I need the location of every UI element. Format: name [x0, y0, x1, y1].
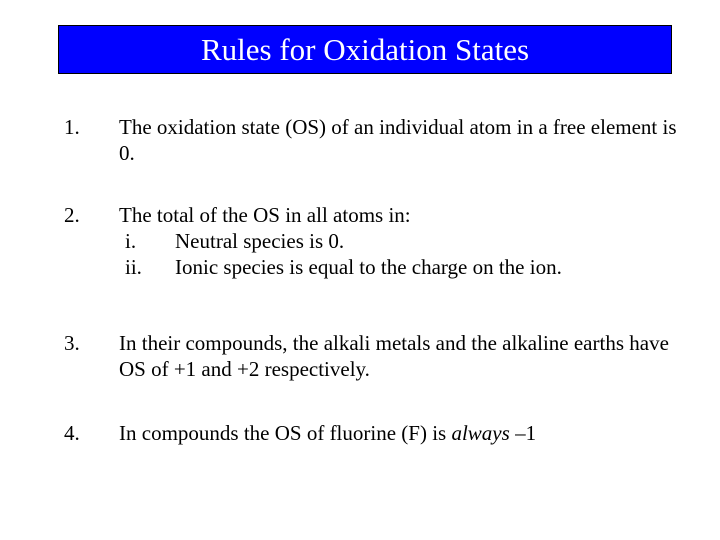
rule-number: 4. — [64, 421, 80, 445]
rule-number: 1. — [64, 115, 80, 139]
rule-number: 2. — [64, 203, 80, 227]
rule-text — [119, 420, 679, 446]
rule-number: 3. — [64, 331, 80, 355]
sub-numeral: ii. — [125, 255, 142, 279]
page-title: Rules for Oxidation States — [200, 31, 530, 67]
title-banner — [58, 25, 672, 74]
rule-body — [119, 202, 679, 280]
sub-item-ii — [119, 254, 679, 280]
rule-text: The total of the OS in all atoms in: — [119, 203, 411, 227]
rule-text: The oxidation state (OS) of an individual atom in a free element is 0. — [119, 115, 677, 165]
rule-text-before: In compounds the OS of fluorine (F) is — [119, 421, 452, 445]
rule-emphasis: always — [451, 421, 510, 445]
sub-item-i — [119, 228, 679, 254]
rule-text-after: –1 — [509, 421, 537, 445]
sub-text: Ionic species is equal to the charge on the ion. — [175, 255, 562, 279]
sub-numeral: i. — [125, 229, 137, 253]
rule-text: In their compounds, the alkali metals and the alkaline earths have OS of +1 and +2 respectively. — [119, 331, 669, 381]
sub-text: Neutral species is 0. — [175, 229, 345, 253]
